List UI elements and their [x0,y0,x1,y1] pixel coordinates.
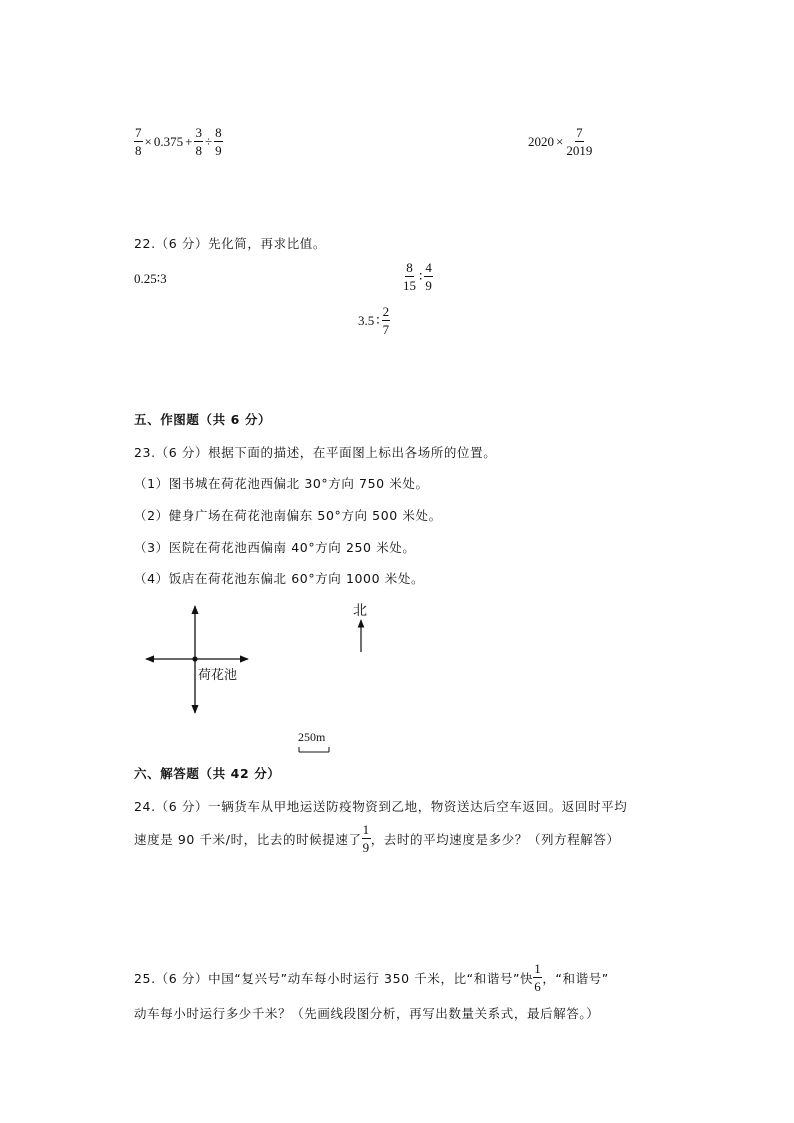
north-label: 北 [353,603,367,619]
fraction: $\frac{3}{8}$ [195,125,202,158]
q23-item-3: （3）医院在荷花池西偏南 40°方向 250 米处。 [134,540,416,555]
q21-expression-1: $\frac{7}{8}$ × 0.375 + $\frac{3}{8}$ ÷ $\frac{8}{9}$ [135,125,222,158]
q23-item-1: （1）图书城在荷花池西偏北 30°方向 750 米处。 [134,476,429,491]
section-6-heading: 六、解答题（共 42 分） [134,766,281,781]
q23-item-2: （2）健身广场在荷花池南偏东 50°方向 500 米处。 [134,508,442,523]
q24-line-1: 24.（6 分）一辆货车从甲地运送防疫物资到乙地，物资送达后空车返回。返回时平均 [134,799,628,814]
q23-title: 23.（6 分）根据下面的描述，在平面图上标出各场所的位置。 [134,445,497,460]
fraction: $\frac{1}{9}$ [362,822,370,855]
fraction: $\frac{8}{15}$ [403,260,416,293]
q22-ratio-3: 3.5 ∶ $\frac{2}{7}$ [358,304,390,337]
q22-ratio-1: 0.25∶3 [134,271,167,286]
fraction: $\frac{8}{9}$ [215,125,222,158]
fraction: $\frac{4}{9}$ [425,260,432,293]
scale-label: 250m [298,730,326,744]
q25-line-2: 动车每小时运行多少千米？（先画线段图分析，再写出数量关系式，最后解答。） [134,1006,600,1021]
q21-expression-2: 2020 × $\frac{7}{2019}$ [528,125,593,158]
q22-ratio-2: $\frac{8}{15}$ ∶ $\frac{4}{9}$ [403,260,432,293]
fraction: $\frac{1}{6}$ [534,961,542,994]
fraction: $\frac{7}{8}$ [135,125,142,158]
q23-item-4: （4）饭店在荷花池东偏北 60°方向 1000 米处。 [134,571,425,586]
lotus-pond-point [192,656,197,661]
fraction: $\frac{2}{7}$ [382,304,390,337]
q23-map [130,598,390,758]
q24-line-2: 速度是 90 千米/时，比去的时候提速了 $\frac{1}{9}$ ，去时的平均速度是多少？（列方程解答） [134,822,620,855]
fraction: $\frac{7}{2019}$ [566,125,593,158]
lotus-pond-label: 荷花池 [198,668,238,683]
q25-line-1: 25.（6 分）中国“复兴号”动车每小时运行 350 千米，比“和谐号”快 $\frac{1}{6}$ ，“和谐号” [134,961,609,994]
q22-title: 22.（6 分）先化简，再求比值。 [134,236,327,251]
section-5-heading: 五、作图题（共 6 分） [134,412,272,427]
